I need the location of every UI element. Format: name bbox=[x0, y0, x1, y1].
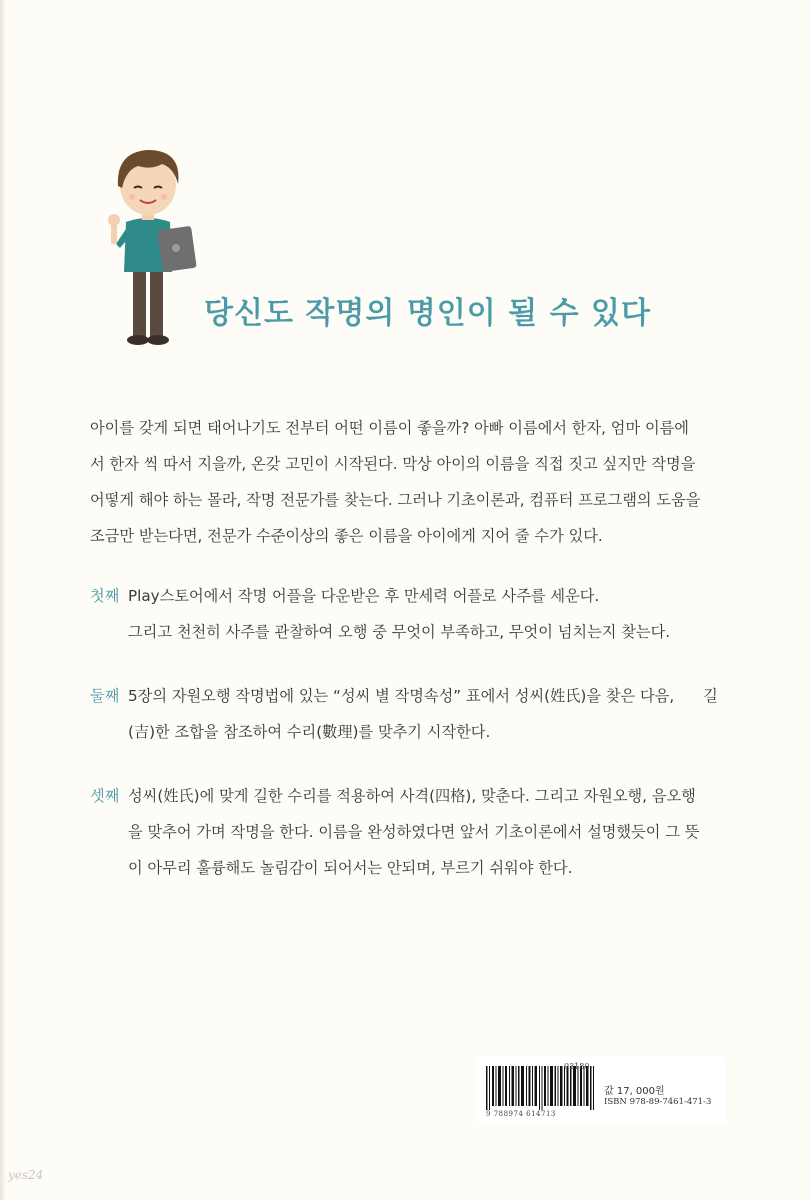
step-text-rest: (吉)한 조합을 참조하여 수리(數理)를 맞추기 시작한다. bbox=[128, 723, 491, 741]
watermark: yes24 bbox=[8, 1168, 44, 1182]
ean-digits: 9 788974 614713 bbox=[486, 1110, 556, 1118]
step-label: 둘째 bbox=[90, 687, 120, 705]
isbn-label: ISBN 978-89-7461-471-3 bbox=[604, 1097, 712, 1107]
price-label: 값 17, 000원 bbox=[604, 1086, 665, 1097]
step-text-rest: 그리고 천천히 사주를 관찰하여 오행 중 무엇이 부족하고, 무엇이 넘치는지 찾는다. bbox=[128, 623, 671, 641]
step-label: 셋째 bbox=[90, 787, 120, 805]
barcode-icon bbox=[486, 1066, 598, 1110]
step-label: 첫째 bbox=[90, 587, 120, 605]
intro-paragraph: 아이를 갖게 되면 태어나기도 전부터 어떤 이름이 좋을까? 아빠 이름에서 한자, 엄마 이름에 서 한자 씩 따서 지을까, 온갖 고민이 시작된다. 막상 아이의 이름을 직접 짓고 싶지만 작명을 어떻게 해야 하는 몰라, 작명 전문가를 찾는다. 그러나 기초이론과, 컴퓨터 프로그램의 도움을 조금만 받는다면, 전문가 수준이상의 좋은 이름을 아이에게 지어 줄 수가 있다. bbox=[90, 419, 701, 545]
step-third bbox=[90, 778, 740, 886]
barcode-addon-code: 03180 bbox=[564, 1062, 590, 1071]
boy-with-tablet-illustration bbox=[98, 140, 208, 350]
isbn-barcode-box bbox=[476, 1056, 726, 1124]
step-text-rest: 을 맞추어 가며 작명을 한다. 이름을 완성하였다면 앞서 기초이론에서 설명했듯이 그 뜻 이 아무리 훌륭해도 놀림감이 되어서는 안되며, 부르기 쉬워야 한다. bbox=[128, 823, 700, 877]
step-text-line1: Play스토어에서 작명 어플을 다운받은 후 만세력 어플로 사주를 세운다. bbox=[128, 587, 600, 605]
step-second bbox=[90, 678, 740, 750]
step-text-line1: 성씨(姓氏)에 맞게 길한 수리를 적용하여 사격(四格), 맞춘다. 그리고 자원오행, 음오행 bbox=[128, 787, 696, 805]
step-first bbox=[90, 578, 740, 650]
page-heading: 당신도 작명의 명인이 될 수 있다 bbox=[204, 296, 651, 331]
page-edge bbox=[0, 0, 6, 1200]
step-text-line1: 5장의 자원오행 작명법에 있는 “성씨 별 작명속성” 표에서 성씨(姓氏)을 찾은 다음, 길 bbox=[128, 687, 718, 705]
